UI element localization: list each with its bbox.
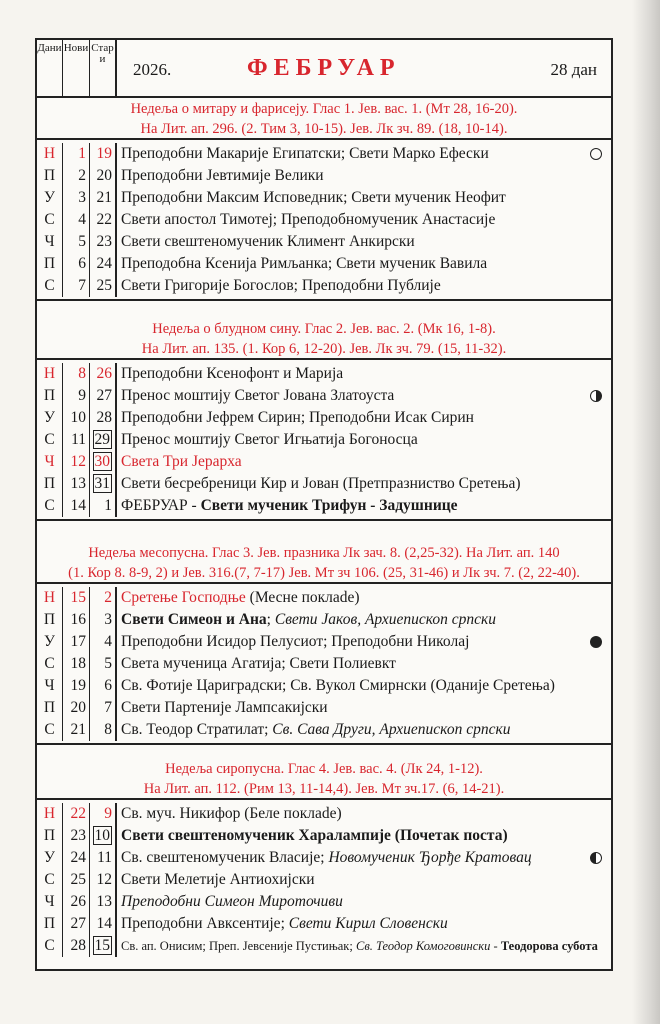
new-style-date: 15 [63,587,90,609]
old-style-date [90,275,117,297]
day-row [37,675,611,697]
day-row [37,363,611,385]
feast-part: Преподобни Макарије Египатски; Свети Марко Ефески [121,145,489,162]
old-style-date-value: 20 [96,167,112,184]
new-style-date: 23 [63,825,90,847]
feast-part: Св. свештеномученик Власије; [121,849,329,866]
week-reading-banner [37,96,611,140]
old-style-date [90,143,117,165]
new-style-date: 28 [63,935,90,957]
new-style-date: 10 [63,407,90,429]
old-style-date-value: 26 [96,365,112,382]
weekday-letter: С [37,209,63,231]
weekday-letter: Н [37,587,63,609]
feast-part: Св. Теодор Комоговински [355,939,491,953]
feast-part: Преподобни Максим Исповедник; Свети мученик Неофит [121,189,506,206]
feast-text [121,719,510,741]
day-row [37,473,611,495]
old-style-date-value: 29 [94,431,110,448]
weekday-letter: С [37,653,63,675]
banner-line: Недеља месопусна. Глас 3. Јев. празника Лк зач. 8. (2,25-32). На Лит. ап. 140 [88,545,560,561]
week-reading-banner [37,316,611,360]
new-style-date: 4 [63,209,90,231]
feast-text [121,913,448,935]
feast-text [121,275,441,297]
old-style-date-value: 28 [96,409,112,426]
feast-part: Преподобни Јевтимије Велики [121,167,324,184]
weekday-letter: П [37,825,63,847]
feast-text [121,609,496,631]
old-style-date-value: 1 [104,497,112,514]
old-style-date [90,697,117,719]
feast-part: Свети Јаков, Архиепископ српски [274,611,497,628]
day-row [37,165,611,187]
feast-part: Св. муч. Никифор (Беле поклade) [121,805,342,822]
old-style-date-value: 4 [104,633,112,650]
week-reading-banner [37,540,611,584]
feast-part: Свети Партеније Лампсакијски [121,699,328,716]
old-style-date [90,253,117,275]
col-header-days [37,40,63,96]
new-style-date: 21 [63,719,90,741]
old-style-date [90,719,117,741]
feast-part: Преподобни Исидор Пелусиот; Преподобни Николај [121,633,470,650]
new-style-date: 20 [63,697,90,719]
weekday-letter: У [37,407,63,429]
old-style-date [90,165,117,187]
old-style-date-value: 27 [96,387,112,404]
feast-part: Преподобни Авксентије; [121,915,289,932]
feast-part: Свети апостол Тимотеј; Преподобномученик Анастасије [121,211,496,228]
feast-text [121,675,555,697]
banner-line: Недеља сиропусна. Глас 4. Јев. вас. 4. (Лк 24, 1-12). [165,761,483,777]
feast-part: Преподобни Ксенофонт и Марија [121,365,344,382]
col-header-new [63,40,90,96]
weekday-letter: Н [37,803,63,825]
new-style-date: 7 [63,275,90,297]
weekday-letter: П [37,609,63,631]
feast-part: Свети бесребреници Кир и Јован (Претпразниство Сретења) [121,475,521,492]
moon-phase-icon [590,390,602,402]
weekday-letter: Н [37,363,63,385]
feast-part: Свети свештеномученик Климент Анкирски [121,233,415,250]
banner-line: На Лит. ап. 112. (Рим 13, 11-14,4). Јев. Мт зч.17. (6, 14-21). [143,781,505,797]
feast-part: Преподобна Ксенија Римљанка; Свети мученик Вавила [121,255,488,272]
day-row [37,385,611,407]
new-style-date: 11 [63,429,90,451]
feast-part: Свети свештеномученик Харалампије (Почетак поста) [121,827,508,844]
feast-text [121,143,489,165]
banner-line: На Лит. ап. 135. (1. Кор 6, 12-20). Јев. Лк зч. 79. (15, 11-32). [141,341,507,357]
feast-part: Новомученик Ђорђе Кратовац [328,849,532,866]
old-style-date-value: 7 [104,699,112,716]
feast-text [121,869,315,891]
new-style-date: 8 [63,363,90,385]
weekday-letter: П [37,473,63,495]
day-row [37,429,611,451]
day-row [37,847,611,869]
old-style-date [90,631,117,653]
day-row [37,653,611,675]
days-count: 28 дан [550,60,597,79]
old-style-date-value: 8 [104,721,112,738]
old-style-date [90,935,117,957]
new-style-date: 27 [63,913,90,935]
new-style-date: 18 [63,653,90,675]
new-style-date: 12 [63,451,90,473]
feast-part: Свети Симеон и Ана [121,611,267,628]
feast-part: Св. ап. Онисим; Преп. Јевсеније Пустињак; [121,939,356,953]
old-style-date [90,363,117,385]
old-style-date-value: 30 [94,453,110,470]
feast-text [121,187,506,209]
day-row [37,869,611,891]
day-row [37,275,611,299]
weekday-letter: Ч [37,231,63,253]
day-row [37,631,611,653]
feast-text [121,473,521,495]
feast-part: Свети Кирил Словенски [288,915,448,932]
old-style-date [90,825,117,847]
calendar-page [35,38,613,971]
day-row [37,609,611,631]
old-style-date-value: 15 [94,937,110,954]
week-block [37,316,611,521]
feast-part: Св. Теодор Стратилат; [121,721,273,738]
col-label-days: Дани [37,42,62,54]
new-style-date: 9 [63,385,90,407]
moon-phase-icon [590,148,602,160]
feast-part: ФЕБРУАР - [121,497,201,514]
old-style-date [90,609,117,631]
feast-text [121,209,495,231]
day-row [37,719,611,743]
week-block [37,96,611,301]
feast-part: (Месне поклade) [245,589,360,606]
day-row [37,253,611,275]
feast-text [121,231,415,253]
new-style-date: 3 [63,187,90,209]
feast-part: - [490,939,501,953]
calendar-header [37,40,611,98]
feast-text [121,363,343,385]
feast-part: Света Три Јерарха [121,453,242,470]
old-style-date-value: 10 [94,827,110,844]
old-style-date [90,913,117,935]
new-style-date: 17 [63,631,90,653]
week-days [37,140,611,301]
old-style-date [90,187,117,209]
weekday-letter: П [37,253,63,275]
feast-part: Сретење Господње [121,589,246,606]
old-style-date [90,495,117,517]
page-edge-shadow [632,0,660,1024]
new-style-date: 13 [63,473,90,495]
day-row [37,209,611,231]
weekday-letter: С [37,275,63,297]
old-style-date-value: 6 [104,677,112,694]
new-style-date: 6 [63,253,90,275]
old-style-date-value: 9 [104,805,112,822]
feast-text [121,697,328,719]
day-row [37,697,611,719]
feast-part: Теодорова субота [500,939,598,953]
new-style-date: 14 [63,495,90,517]
banner-line: (1. Кор 8. 8-9, 2) и Јев. 316.(7, 7-17) Јев. Мт зч 106. (25, 31-46) и Лк зч. 7. (2, 22-40). [68,565,580,581]
old-style-date [90,869,117,891]
old-style-date-value: 25 [96,277,112,294]
old-style-date [90,385,117,407]
old-style-date [90,587,117,609]
old-style-date-value: 13 [96,893,112,910]
feast-text [121,429,418,451]
old-style-date-value: 19 [96,145,112,162]
feast-text [121,631,469,653]
old-style-date-value: 11 [97,849,112,866]
day-row [37,913,611,935]
feast-text [121,587,360,609]
feast-text [121,847,532,869]
weekday-letter: У [37,847,63,869]
old-style-date-value: 3 [104,611,112,628]
week-days [37,800,611,957]
weekday-letter: П [37,913,63,935]
weekday-letter: П [37,697,63,719]
old-style-date-value: 12 [96,871,112,888]
feast-part: Света мученица Агатија; Свети Полиевкт [121,655,396,672]
new-style-date: 25 [63,869,90,891]
week-days [37,584,611,745]
feast-text [121,891,343,913]
day-row [37,231,611,253]
feast-part: Св. Сава Други, Архиепископ српски [272,721,511,738]
old-style-date-value: 2 [104,589,112,606]
weekday-letter: П [37,165,63,187]
old-style-date [90,653,117,675]
old-style-date [90,231,117,253]
weekday-letter: У [37,631,63,653]
day-row [37,935,611,957]
col-label-old: Стари [91,42,114,65]
feast-text [121,495,458,517]
old-style-date [90,803,117,825]
year: 2026. [133,60,172,79]
old-style-date [90,407,117,429]
day-row [37,143,611,165]
new-style-date: 1 [63,143,90,165]
feast-part: Свети Мелетије Антиохијски [121,871,315,888]
col-label-new: Нови [63,42,89,54]
old-style-date [90,209,117,231]
new-style-date: 26 [63,891,90,913]
old-style-date [90,429,117,451]
feast-part: Свети мученик Трифун - Задушнице [200,497,458,514]
feast-part: Пренос моштију Светог Игњатија Богоносца [121,431,418,448]
moon-phase-icon [590,636,602,648]
old-style-date-value: 14 [96,915,112,932]
weekday-letter: Н [37,143,63,165]
feast-text [121,407,474,429]
feast-text [121,825,508,847]
feast-part: Пренос моштију Светог Јована Златоуста [121,387,395,404]
old-style-date-value: 24 [96,255,112,272]
weekday-letter: С [37,495,63,517]
feast-text [121,803,342,825]
feast-part: Свети Григорије Богослов; Преподобни Публије [121,277,441,294]
banner-line: Недеља о блудном сину. Глас 2. Јев. вас. 2. (Мк 16, 1-8). [152,321,496,337]
old-style-date-value: 31 [94,475,110,492]
day-row [37,891,611,913]
col-header-old [90,40,117,96]
feast-text [121,935,598,957]
day-row [37,407,611,429]
banner-line: На Лит. ап. 296. (2. Тим 3, 10-15). Јев. Лк зч. 89. (18, 10-14). [140,121,508,137]
day-row [37,825,611,847]
day-row [37,451,611,473]
feast-part: ; [266,611,275,628]
old-style-date [90,675,117,697]
old-style-date [90,891,117,913]
feast-part: Преподобни Јефрем Сирин; Преподобни Исак Сирин [121,409,474,426]
feast-text [121,385,394,407]
feast-part: Св. Фотије Цариградски; Св. Вукол Смирнски (Оданије Сретења) [121,677,555,694]
weekday-letter: С [37,719,63,741]
weekday-letter: П [37,385,63,407]
feast-text [121,165,324,187]
day-row [37,187,611,209]
moon-phase-icon [590,852,602,864]
weekday-letter: Ч [37,675,63,697]
weekday-letter: С [37,869,63,891]
new-style-date: 16 [63,609,90,631]
old-style-date-value: 21 [96,189,112,206]
week-days [37,360,611,521]
week-reading-banner [37,756,611,800]
day-row [37,495,611,519]
feast-text [121,653,396,675]
week-block [37,540,611,745]
weekday-letter: У [37,187,63,209]
new-style-date: 22 [63,803,90,825]
old-style-date-value: 22 [96,211,112,228]
old-style-date [90,473,117,495]
new-style-date: 19 [63,675,90,697]
new-style-date: 24 [63,847,90,869]
banner-line: Недеља о митару и фарисеју. Глас 1. Јев. вас. 1. (Мт 28, 16-20). [130,101,518,117]
new-style-date: 2 [63,165,90,187]
old-style-date-value: 23 [96,233,112,250]
weekday-letter: Ч [37,451,63,473]
feast-text [121,253,487,275]
new-style-date: 5 [63,231,90,253]
feast-part: Преподобни Симеон Мироточиви [121,893,343,910]
day-row [37,803,611,825]
weekday-letter: С [37,935,63,957]
month-title: ФЕБРУАР [247,55,401,81]
week-block [37,756,611,957]
old-style-date-value: 5 [104,655,112,672]
weekday-letter: С [37,429,63,451]
old-style-date [90,847,117,869]
old-style-date [90,451,117,473]
weekday-letter: Ч [37,891,63,913]
day-row [37,587,611,609]
feast-text [121,451,242,473]
